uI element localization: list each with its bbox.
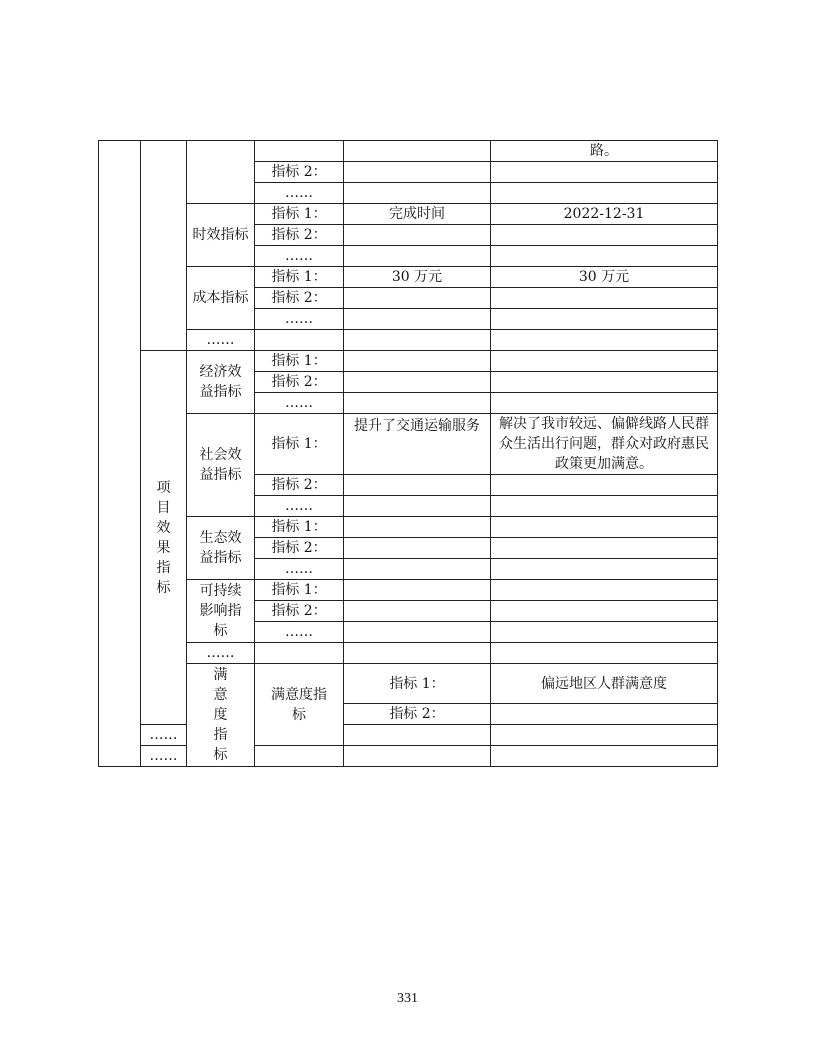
satisfaction-indicator-desc [491,664,718,704]
indicator-2-label: 指标 2： [255,538,344,559]
indicator-2-label: 指标 2： [255,225,344,246]
social-desc-text: 提升了交通运输服务 [354,418,480,434]
indicator-ellipsis: …… [141,725,187,746]
economic-category-text: 经济效益指标 [199,364,242,400]
indicator-2-label: 指标 2： [255,601,344,622]
indicator-desc-cell [344,141,491,162]
indicator-1-label: 指标 1： [255,351,344,372]
social-indicator-desc [344,414,491,475]
category-ellipsis: …… [187,330,255,351]
indicator-1-label: 指标 1： [255,414,344,475]
indicator-2-label: 指标 2： [255,372,344,393]
ecology-category [187,517,255,580]
indicator-1-label: 指标 1： [255,580,344,601]
indicator-2-label: 指标 2： [344,704,491,725]
indicator-ellipsis: …… [255,559,344,580]
indicator-ellipsis: …… [255,246,344,267]
indicator-ellipsis: …… [255,622,344,643]
social-category-text: 社会效益指标 [199,447,242,483]
indicator-2-label: 指标 2： [255,288,344,309]
indicator-ellipsis: …… [255,393,344,414]
indicator-ellipsis: …… [255,496,344,517]
effect-title-text: 项目效果指标 [156,479,171,596]
satisfaction-desc-text: 偏远地区人群满意度 [541,675,667,692]
ecology-category-text: 生态效益指标 [199,530,242,566]
indicator-1-label: 指标 1： [255,267,344,288]
outer-category-cell [99,141,141,767]
social-value-text: 解决了我市较远、偏僻线路人民群众生活出行问题，群众对政府惠民政策更加满意。 [499,416,709,472]
satisfaction-category [255,664,344,746]
indicator-1-label: 指标 1： [344,664,491,704]
social-category [187,414,255,517]
economic-category [187,351,255,414]
output-category-cell [141,141,187,351]
cost-indicator-desc: 30 万元 [344,267,491,288]
indicator-ellipsis: …… [255,309,344,330]
indicator-2-label: 指标 2： [255,475,344,496]
social-indicator-value [491,414,718,475]
indicator-ellipsis: …… [255,183,344,204]
page-number: 331 [397,991,418,1006]
satisfaction-title-text: 满意度指标 [213,667,228,763]
indicator-1-label: 指标 1： [255,517,344,538]
indicator-1-label: 指标 1： [255,204,344,225]
indicator-name-cell [255,141,344,162]
category-ellipsis: …… [141,746,187,767]
performance-indicator-table [98,140,718,767]
continued-category-cell [187,141,255,204]
category-ellipsis: …… [187,643,255,664]
continued-value-cell: 路。 [491,141,718,162]
cost-indicator-value: 30 万元 [491,267,718,288]
sustainability-category [187,580,255,643]
sustainability-category-text: 可持续影响指标 [199,583,242,639]
time-indicator-value: 2022-12-31 [491,204,718,225]
satisfaction-category-text: 满意度指标 [271,686,327,723]
cost-category: 成本指标 [187,267,255,330]
indicator-2-label: 指标 2： [255,162,344,183]
effect-section-title [141,351,187,725]
time-category: 时效指标 [187,204,255,267]
time-indicator-desc: 完成时间 [344,204,491,225]
satisfaction-section-title [187,664,255,767]
